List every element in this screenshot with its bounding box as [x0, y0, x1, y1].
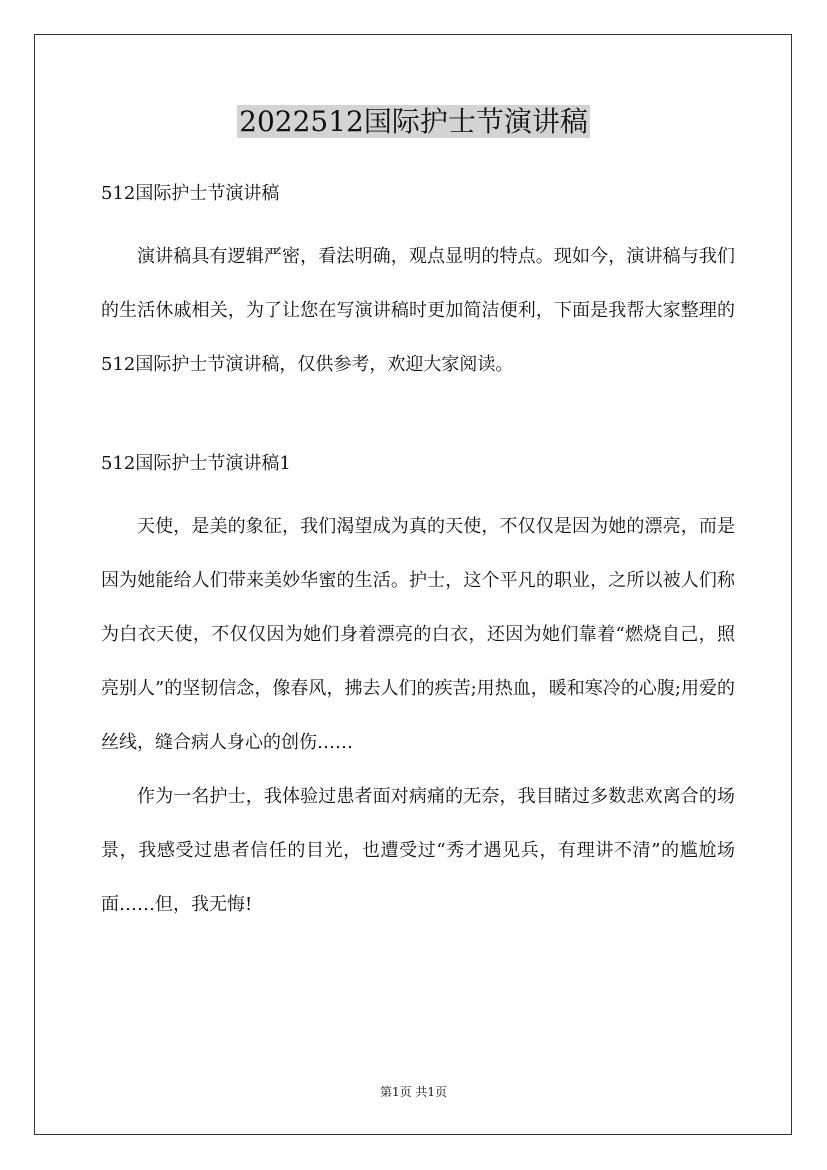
- intro-paragraph: 演讲稿具有逻辑严密，看法明确，观点显明的特点。现如今，演讲稿与我们的生活休戚相关，为了让您在写演讲稿时更加简洁便利，下面是我帮大家整理的512国际护士节演讲稿，仅供参考，欢迎大家阅读。: [101, 246, 735, 375]
- page-number-footer: 第1页 共1页: [379, 1085, 448, 1099]
- intro-heading: 512国际护士节演讲稿: [101, 183, 280, 204]
- document-body: [101, 176, 735, 932]
- section1-paragraph-2: 作为一名护士，我体验过患者面对病痛的无奈，我目睹过多数悲欢离合的场景，我感受过患者信任的目光，也遭受过“秀才遇见兵，有理讲不清”的尴尬场面……但，我无悔!: [101, 786, 735, 915]
- document-title-text: 2022512国际护士节演讲稿: [239, 105, 588, 138]
- document-title: [0, 100, 827, 144]
- section-spacer: [101, 392, 735, 446]
- section1-paragraph-1: 天使，是美的象征，我们渴望成为真的天使，不仅仅是因为她的漂亮，而是因为她能给人们带来美妙华蜜的生活。护士，这个平凡的职业，之所以被人们称为白衣天使，不仅仅因为她们身着漂亮的白衣，还因为她们靠着“燃烧自己，照亮别人”的坚韧信念，像春风，拂去人们的疾苦;用热血，暖和寒冷的心腹;用爱的丝线，缝合病人身心的创伤……: [101, 516, 735, 753]
- section1-heading: 512国际护士节演讲稿1: [101, 453, 291, 474]
